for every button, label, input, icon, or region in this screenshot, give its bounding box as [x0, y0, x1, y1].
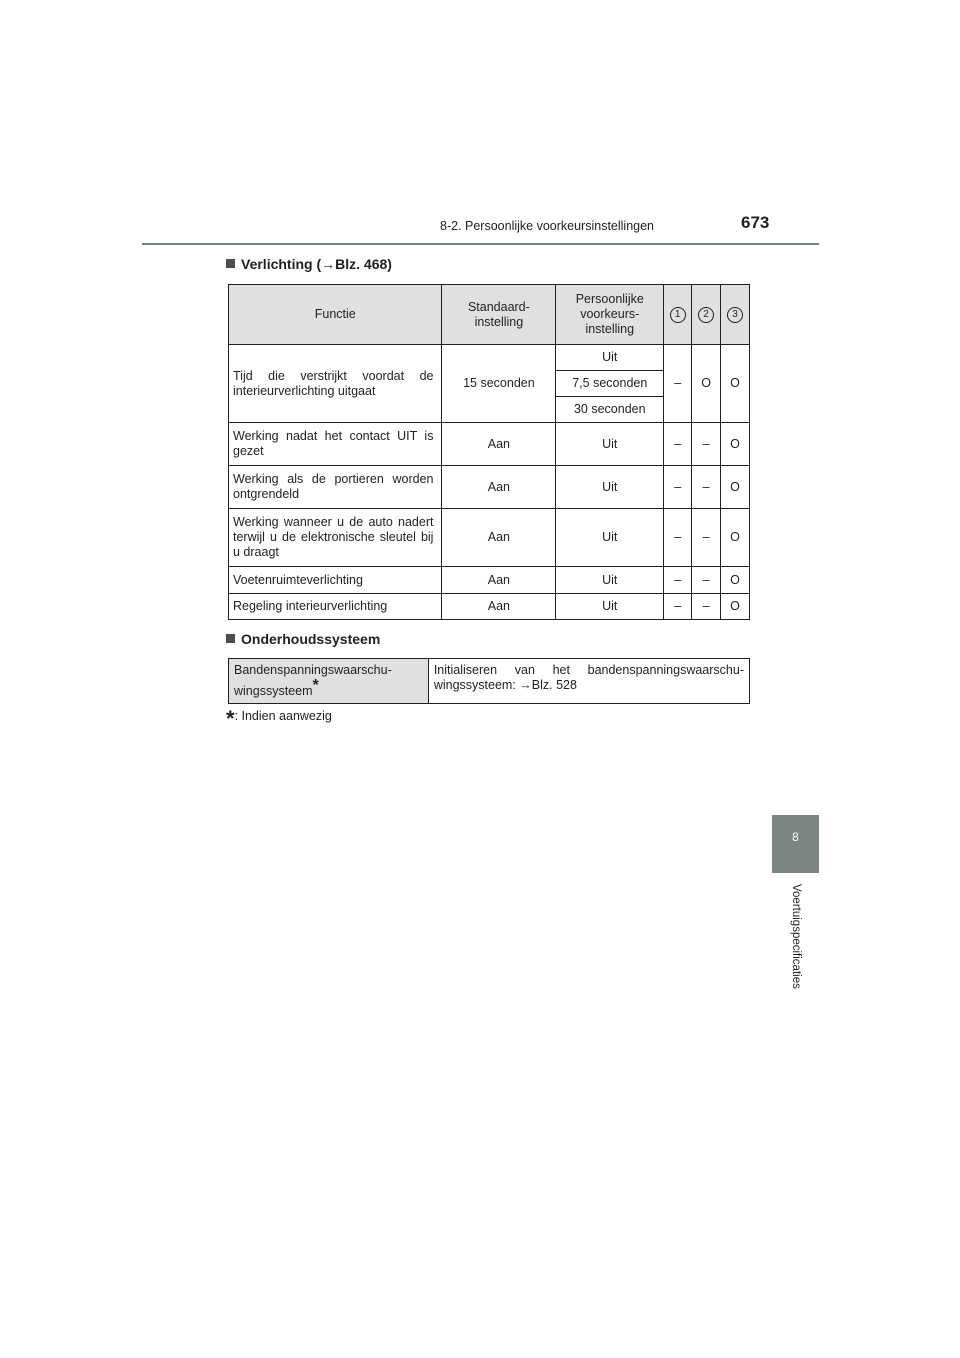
- row-function-label: Werking wanneer u de auto nadert terwijl u de elektronische sleutel bij u draagt: [229, 509, 442, 567]
- row-function-label: Tijd die verstrijkt voordat de interieurverlichting uitgaat: [229, 345, 442, 423]
- onderhoud-heading: [226, 631, 380, 647]
- row-option-value: Uit: [556, 423, 664, 466]
- row-function-label: Werking nadat het contact UIT is gezet: [229, 423, 442, 466]
- row-c1: –: [664, 509, 692, 567]
- row-option-value: 30 seconden: [556, 397, 664, 423]
- row-function-label: Werking als de portieren worden ontgrendeld: [229, 466, 442, 509]
- row-c2: –: [692, 509, 721, 567]
- footnote-text: : Indien aanwezig: [234, 709, 332, 723]
- row-c2: –: [692, 423, 721, 466]
- row-option-value: Uit: [556, 509, 664, 567]
- row-default-value: Aan: [442, 594, 556, 620]
- column-header-function: Functie: [229, 285, 442, 345]
- footnote: [226, 706, 332, 732]
- row-c1: –: [664, 466, 692, 509]
- section-title: 8-2. Persoonlijke voorkeursinstellingen: [440, 219, 655, 233]
- row-option-value: 7,5 seconden: [556, 371, 664, 397]
- footnote-mark: *: [226, 706, 235, 731]
- row-c2: –: [692, 594, 721, 620]
- column-header-custom: Persoonlijke voorkeurs-instelling: [556, 285, 664, 345]
- asterisk-mark: *: [312, 677, 319, 694]
- row-c2: –: [692, 466, 721, 509]
- row-c2: O: [692, 345, 721, 423]
- row-c3: O: [721, 466, 750, 509]
- row-c1: –: [664, 594, 692, 620]
- verlichting-heading-text: Verlichting (→Blz. 468): [241, 256, 392, 272]
- table-row: [229, 567, 750, 594]
- row-function-label: Regeling interieurverlichting: [229, 594, 442, 620]
- chapter-label: Voertuigspecificaties: [790, 884, 802, 989]
- row-option-value: Uit: [556, 345, 664, 371]
- row-default-value: Aan: [442, 423, 556, 466]
- chapter-tab: [772, 815, 819, 873]
- row-default-value: Aan: [442, 509, 556, 567]
- table-header-row: [229, 285, 750, 345]
- table-row: [229, 659, 750, 704]
- column-header-default: Standaard-instelling: [442, 285, 556, 345]
- table-row: [229, 509, 750, 567]
- row-c3: O: [721, 423, 750, 466]
- chapter-number: 8: [792, 830, 799, 844]
- row-default-value: 15 seconden: [442, 345, 556, 423]
- verlichting-table: [228, 284, 750, 620]
- header-divider: [142, 243, 819, 245]
- verlichting-heading: [226, 256, 392, 272]
- square-bullet-icon: [226, 634, 235, 643]
- row-option-value: Uit: [556, 466, 664, 509]
- row-c3: O: [721, 345, 750, 423]
- row-c3: O: [721, 509, 750, 567]
- row-c1: –: [664, 567, 692, 594]
- row-option-value: Uit: [556, 594, 664, 620]
- column-header-3: [721, 285, 750, 345]
- row-c1: –: [664, 423, 692, 466]
- row-default-value: Aan: [442, 567, 556, 594]
- page-number: 673: [741, 213, 770, 232]
- row-c1: –: [664, 345, 692, 423]
- table-row: [229, 594, 750, 620]
- row-c3: O: [721, 594, 750, 620]
- square-bullet-icon: [226, 259, 235, 268]
- row-c2: –: [692, 567, 721, 594]
- row-c3: O: [721, 567, 750, 594]
- circled-number-1-icon: 1: [670, 307, 686, 323]
- table-row: [229, 466, 750, 509]
- onderhoud-table: [228, 658, 750, 704]
- row-option-value: Uit: [556, 567, 664, 594]
- row-function-label: Voetenruimteverlichting: [229, 567, 442, 594]
- onderhoud-heading-text: Onderhoudssysteem: [241, 631, 381, 647]
- table-row: [229, 345, 750, 371]
- column-header-1: [664, 285, 692, 345]
- circled-number-2-icon: 2: [698, 307, 714, 323]
- row-default-value: Aan: [442, 466, 556, 509]
- column-header-2: [692, 285, 721, 345]
- maintenance-item-label: [229, 659, 429, 704]
- maintenance-item-description: Initialiseren van het bandenspanningswaarschu-wingssysteem: →Blz. 528: [428, 659, 749, 704]
- circled-number-3-icon: 3: [727, 307, 743, 323]
- maintenance-item-text: Bandenspanningswaarschu-wingssysteem: [234, 663, 392, 699]
- table-row: [229, 423, 750, 466]
